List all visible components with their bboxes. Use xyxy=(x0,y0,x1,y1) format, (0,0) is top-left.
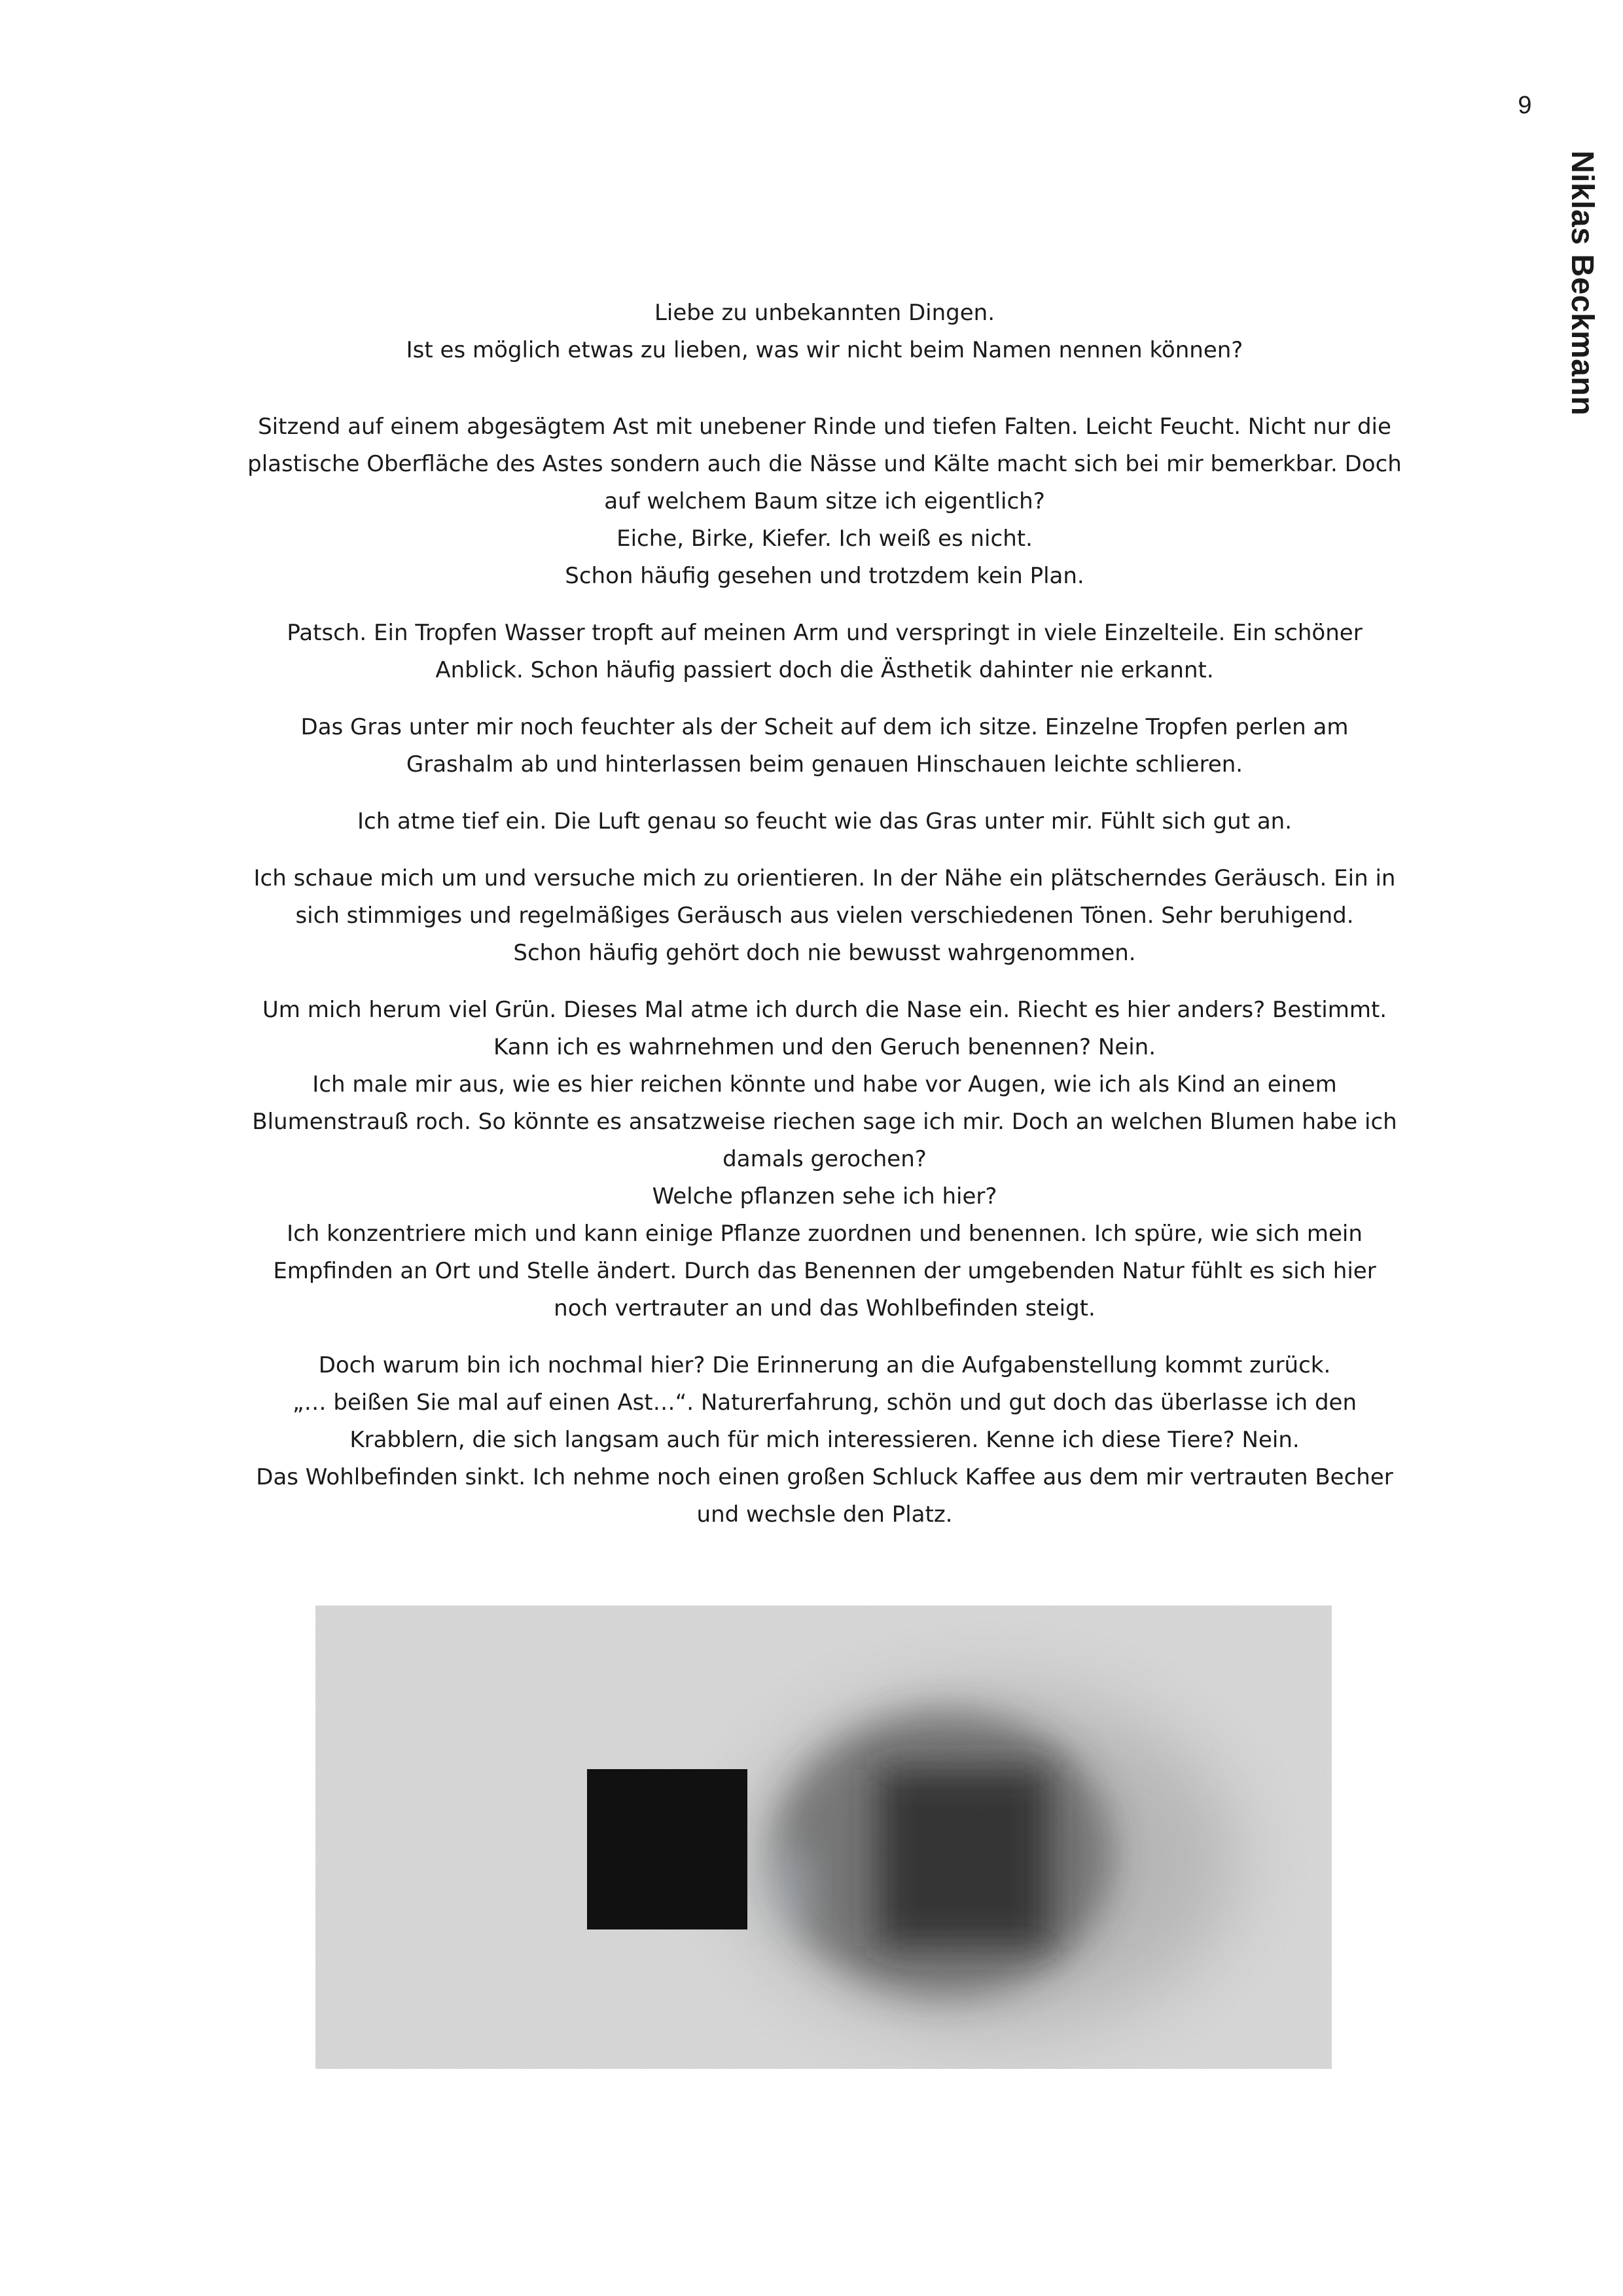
text-line: Kann ich es wahrnehmen und den Geruch benennen? Nein. xyxy=(493,1034,1156,1060)
paragraph xyxy=(236,803,1414,840)
text-line: Patsch. Ein Tropfen Wasser tropft auf meinen Arm und verspringt in viele Einzelteile. Ein schöner xyxy=(287,620,1363,646)
blue-tint xyxy=(764,1841,816,1933)
text-line: Empfinden an Ort und Stelle ändert. Durch das Benennen der umgebenden Natur fühlt es sich hier xyxy=(273,1258,1376,1284)
text-line: sich stimmiges und regelmäßiges Geräusch aus vielen verschiedenen Tönen. Sehr beruhigend. xyxy=(295,903,1354,929)
paragraph xyxy=(236,992,1414,1327)
text-line: Doch warum bin ich nochmal hier? Die Erinnerung an die Aufgabenstellung kommt zurück. xyxy=(318,1352,1331,1378)
text-line: Sitzend auf einem abgesägtem Ast mit unebener Rinde und tiefen Falten. Leicht Feucht. Nicht nur die xyxy=(258,414,1391,440)
text-line: Um mich herum viel Grün. Dieses Mal atme ich durch die Nase ein. Riecht es hier anders? Bestimmt. xyxy=(262,997,1387,1023)
text-line: Krabblern, die sich langsam auch für mich interessieren. Kenne ich diese Tiere? Nein. xyxy=(349,1427,1300,1453)
text-line: Welche pflanzen sehe ich hier? xyxy=(652,1183,997,1210)
text-line: Schon häufig gesehen und trotzdem kein Plan. xyxy=(565,563,1084,589)
text-line: Grashalm ab und hinterlassen beim genauen Hinschauen leichte schlieren. xyxy=(406,751,1243,778)
text-body xyxy=(236,295,1414,1553)
text-line: noch vertrauter an und das Wohlbefinden steigt. xyxy=(554,1295,1096,1321)
text-line: Das Gras unter mir noch feuchter als der Scheit auf dem ich sitze. Einzelne Tropfen perlen am xyxy=(300,714,1349,740)
text-line: auf welchem Baum sitze ich eigentlich? xyxy=(604,488,1045,514)
text-line: Anblick. Schon häufig passiert doch die Ästhetik dahinter nie erkannt. xyxy=(435,657,1214,683)
paragraph xyxy=(236,709,1414,783)
text-line: Das Wohlbefinden sinkt. Ich nehme noch einen großen Schluck Kaffee aus dem mir vertrauten Becher xyxy=(256,1464,1393,1490)
paragraphs xyxy=(236,408,1414,1534)
author-name: Niklas Beckmann xyxy=(1565,151,1599,416)
subtitle: Ist es möglich etwas zu lieben, was wir nicht beim Namen nennen können? xyxy=(406,337,1243,363)
text-line: Ich konzentriere mich und kann einige Pflanze zuordnen und benennen. Ich spüre, wie sich mein xyxy=(287,1221,1363,1247)
paragraph xyxy=(236,408,1414,595)
text-line: „… beißen Sie mal auf einen Ast…“. Naturerfahrung, schön und gut doch das überlasse ich den xyxy=(292,1390,1357,1416)
text-line: plastische Oberfläche des Astes sondern auch die Nässe und Kälte macht sich bei mir bemerkbar. Doch xyxy=(247,451,1402,477)
text-line: Ich male mir aus, wie es hier reichen könnte und habe vor Augen, wie ich als Kind an einem xyxy=(312,1071,1337,1098)
paragraph xyxy=(236,615,1414,689)
title: Liebe zu unbekannten Dingen. xyxy=(654,300,995,326)
page-number: 9 xyxy=(1518,92,1532,119)
text-line: Eiche, Birke, Kiefer. Ich weiß es nicht. xyxy=(616,526,1033,552)
artwork-image xyxy=(315,1605,1332,2069)
paragraph xyxy=(236,860,1414,972)
paragraph xyxy=(236,1347,1414,1534)
text-line: Ich atme tief ein. Die Luft genau so feucht wie das Gras unter mir. Fühlt sich gut an. xyxy=(357,808,1293,834)
text-line: Schon häufig gehört doch nie bewusst wahrgenommen. xyxy=(513,940,1136,966)
smudged-square xyxy=(878,1769,1048,1946)
title-block xyxy=(236,295,1414,369)
solid-square xyxy=(587,1769,747,1929)
text-line: Ich schaue mich um und versuche mich zu orientieren. In der Nähe ein plätscherndes Geräusch. Ein in xyxy=(253,865,1396,891)
text-line: und wechsle den Platz. xyxy=(696,1501,953,1528)
artwork-canvas xyxy=(315,1605,1332,2069)
text-line: Blumenstrauß roch. So könnte es ansatzweise riechen sage ich mir. Doch an welchen Blumen habe ich xyxy=(252,1109,1397,1135)
text-line: damals gerochen? xyxy=(722,1146,927,1172)
